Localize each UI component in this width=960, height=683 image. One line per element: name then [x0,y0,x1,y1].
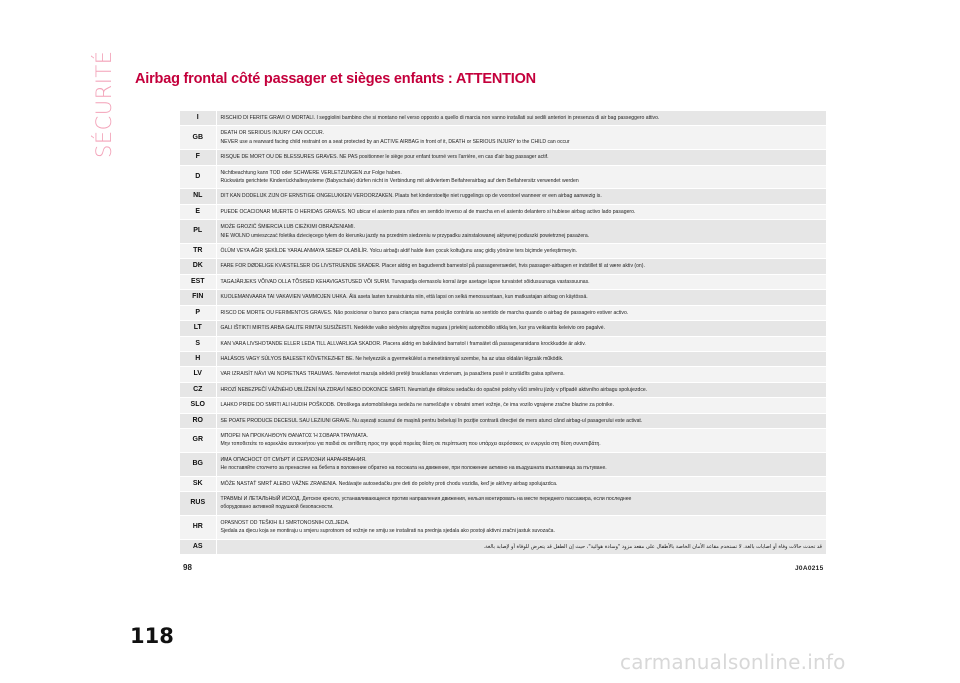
warning-row [180,367,826,382]
warning-row [180,321,826,336]
warning-line: TAGAJÄRJEKS VÕIVAD OLLA TÕSISED KEHAVIGASTUSED VÕI SURM. Turvapadja olemasolu korral ärge asetage lapse turvaistet sõidusuunaga vastassuunas. [220,278,590,285]
language-code: RO [180,413,216,428]
warning-line: VAR IZRAISĪT NĀVI VAI NOPIETNAS TRAUMAS. Nenovietot mazuļa sēdekli pretēji braukšanas virzienam, ja pasažiera pusē ir uzstādīts gaisa spilvens. [220,371,565,378]
warning-row [180,165,826,189]
warning-text [216,204,826,219]
language-code: GB [180,126,216,150]
warning-row [180,413,826,428]
warning-text [216,111,826,126]
language-code: H [180,351,216,366]
warning-row [180,382,826,397]
warning-line: GALI IŠTIKTI MIRTIS ARBA GALITE RIMTAI SUSIŽEISTI. Nedėkite vaiko sėdynės atgręžtos nugara į priekinį automobilio stiklą ten, kur yra veikiantis keleivio oro pagalvė. [220,325,606,332]
watermark: carmanualsonline.info [620,650,846,674]
page-title: Airbag frontal côté passager et sièges enfants : ATTENTION [135,71,536,87]
warning-row [180,126,826,150]
warning-text [216,126,826,150]
warning-row [180,244,826,259]
warning-text [216,367,826,382]
warning-line: KAN VARA LIVSHOTANDE ELLER LEDA TILL ALLVARLIGA SKADOR. Placera aldrig en bakåtvänd barnstol i framsätet då passagerarsidans krockkudde är aktiv. [220,340,586,347]
warning-row [180,220,826,244]
warning-text [216,290,826,305]
warning-row [180,336,826,351]
warning-text [216,150,826,165]
warning-line: HALÁSOS VAGY SÚLYOS BALESET KÖVETKEZHET BE. Ne helyezzük a gyermekülést a menetiránnyal szembe, ha az utas oldalán légzsák működik. [220,355,564,362]
warning-table-body [180,111,826,555]
warning-line: Nichtbeachtung kann TOD oder SCHWERE VERLETZUNGEN zur Folge haben. [220,169,402,176]
language-code: LV [180,367,216,382]
language-code: DK [180,259,216,274]
warning-text [216,351,826,366]
warning-text [216,398,826,413]
language-code: E [180,204,216,219]
warning-row [180,491,826,515]
warning-text [216,515,826,539]
warning-line: HROZÍ NEBEZPEČÍ VÁŽNÉHO UBLÍŽENÍ NA ZDRAVÍ NEBO DOKONCE SMRTI. Neumisťujte dětskou sedačku do opačné polohy vůči směru jízdy v případě aktivního airbagu spolujezdce. [220,386,648,393]
warning-line: DIT KAN DODELIJK ZIJN OF ERNSTIGE ONGELUKKEN VEROORZAKEN. Plaats het kinderstoeltje niet ruggelings op de voorstoel wanneer er een airbag aanwezig is. [220,193,602,200]
language-code: EST [180,274,216,289]
warning-row [180,539,826,554]
warning-line: SE POATE PRODUCE DECESUL SAU LEZIUNI GRAVE. Nu așezați scaunul de mașină pentru bebeluși în poziție contrară direcției de mers atunci când airbag-ul pasagerului este activat. [220,417,643,424]
warning-text [216,476,826,491]
page-number: 118 [130,624,174,648]
warning-line: NEVER use a rearward facing child restraint on a seat protected by an ACTIVE AIRBAG in front of it, DEATH or SERIOUS INJURY to the CHILD can occur [220,138,570,145]
warning-line: FARE FOR DØDELIGE KVÆSTELSER OG LIVSTRUENDE SKADER. Placer aldrig en bagudvendt barnestol på passagerersædet, hvis passager-airbagen er indstillet til at være aktiv (on). [220,263,645,270]
language-code: I [180,111,216,126]
language-code: PL [180,220,216,244]
language-code: HR [180,515,216,539]
warning-line: ΜΠΟΡΕΙ ΝΑ ΠΡΟΚΛΗΘΟΥΝ ΘΑΝΑΤΟΣ Ή ΣΟΒΑΡΑ ΤΡΑΥΜΑΤΑ. [220,432,368,439]
warning-text [216,189,826,204]
warning-text [216,220,826,244]
language-code: TR [180,244,216,259]
warning-text [216,321,826,336]
warning-row [180,204,826,219]
airbag-warning-table [180,111,826,555]
warning-row [180,259,826,274]
warning-row [180,398,826,413]
warning-line: OPASNOST OD TEŠKIH ILI SMRTONOSNIH OZLJEDA. [220,519,350,526]
warning-text [216,259,826,274]
warning-line: Rückwärts gerichtete Kinderrückhaltesysteme (Babyschale) dürfen nicht in Verbindung mit aktiviertem Beifahrerairbag auf dem Beifahrersitz verwendet werden [220,178,579,185]
warning-row [180,476,826,491]
language-code: D [180,165,216,189]
warning-text [216,413,826,428]
section-tab-label: SÉCURITÉ [92,50,116,158]
warning-line: RISCO DE MORTE OU FERIMENTOS GRAVES. Não posicionar o banco para crianças numa posição contrária ao sentido de marcha quando o airbag de passageiro estiver activo. [220,309,629,316]
language-code: SLO [180,398,216,413]
warning-text [216,539,826,554]
warning-row [180,428,826,452]
language-code: RUS [180,491,216,515]
warning-line: MOŻE GROZIĆ ŚMIERCIA LUB CIEŻKIMI OBRAŻENIAMI. [220,224,355,231]
figure-page-number: 98 [183,563,192,572]
warning-line: RISQUE DE MORT OU DE BLESSURES GRAVES. NE PAS positionner le siège pour enfant tourné vers l'arrière, en cas d'air bag passager actif. [220,154,549,161]
warning-line: ИМА ОПАСНОСТ ОТ СМЪРТ И СЕРИОЗНИ НАРАНЯВАНИЯ. [220,456,367,463]
warning-line: ÖLÜM VEYA AĞIR ŞEKİLDE YARALANMAYA SEBEP OLABİLİR. Yolcu airbağı aktif halde iken çocuk koltuğunu araç gidiş yönüne ters biçimde yerleştirmeyin. [220,248,577,255]
language-code: SK [180,476,216,491]
warning-row [180,189,826,204]
warning-row [180,305,826,320]
warning-line: NIE WOLNO umieszczać foletika dziecięcego tyłem do kierunku jazdy na przednim siedzeniu w przypadku zainstalowanej aktywnej poduszki powietrznej pasażera. [220,232,590,239]
warning-text [216,382,826,397]
warning-text [216,428,826,452]
warning-line: RISCHIO DI FERITE GRAVI O MORTALI. I seggiolini bambino che si montano nel verso opposto a quello di marcia non vanno installati sui sedili anteriori in presenza di air bag passeggero attivo. [220,115,660,121]
warning-row [180,452,826,476]
warning-row [180,351,826,366]
language-code: GR [180,428,216,452]
warning-text [216,244,826,259]
language-code: LT [180,321,216,336]
warning-line: Не поставяйте столчето за пренасяне на бебета в положение обратно на посоката на движение, при положение активно на въздушната възглавница за пътуване. [220,465,607,472]
warning-row [180,515,826,539]
warning-text [216,336,826,351]
warning-row [180,150,826,165]
warning-line: KUOLEMANVAARA TAI VAKAVIEN VAMMOJEN UHKA. Älä aseta lasten turvaistuinta niin, että lapsi on selkä menosuuntaan, kun matkustajan airbag on käytössä. [220,294,588,301]
warning-line: DEATH OR SERIOUS INJURY CAN OCCUR. [220,130,325,137]
warning-row [180,111,826,126]
warning-line: Μην τοποθετείτε το καρεκλάκι αυτοκινήτου για παιδιά σε αντίθετη προς την φορά πορείας θέση σε περίπτωση που υπάρχει αερόσακος εν ενεργεία στη θέση συνεπιβάτη. [220,441,601,448]
warning-line: Sjedala za djecu koja se montiraju u smjeru suprotnom od vožnje ne smiju se instalirati na prednja sjedala ako postoji aktivni zračni jastuk suvozača. [220,528,555,535]
warning-row [180,274,826,289]
language-code: P [180,305,216,320]
warning-line: قد تحدث حالات وفاة أو اصابات بالغة. لا تستخدم مقاعد الأمان الخاصة بالأطفال على مقعد مزود "وسادة هوائية"، حيث إن الطفل قد يتعرض للوفاة أو لإصابة بالغة. [483,543,822,550]
warning-text [216,165,826,189]
warning-text [216,452,826,476]
warning-text [216,305,826,320]
language-code: NL [180,189,216,204]
figure-code: J0A0215 [795,565,824,572]
warning-row [180,290,826,305]
language-code: AS [180,539,216,554]
language-code: BG [180,452,216,476]
warning-line: ТРАВМЫ И ЛЕТАЛЬНЫЙ ИСХОД. Детское кресло, устанавливающееся против направления движения, нельзя монтировать на месте переднего пассажира, если последнее [220,495,632,502]
warning-line: MÔŽE NASTAŤ SMRŤ ALEBO VÁŽNE ZRANENIA. Nedávajte autosedačku pre deti do polohy proti chodu vozidla, keď je aktívny airbag spolujazdca. [220,480,558,487]
language-code: S [180,336,216,351]
language-code: FIN [180,290,216,305]
warning-line: LAHKO PRIDE DO SMRTI ALI HUDIH POŠKODB. Otroškega avtomobilskega sedeža ne nameščajte v obratni smeri vožnje, če ima vozilo vgrajene zračne blazine za potnike. [220,402,614,409]
warning-line: оборудовано активной подушкой безопасности. [220,504,334,511]
warning-text [216,491,826,515]
warning-line: PUEDE OCACIONAR MUERTE O HERIDAS GRAVES. NO ubicar el asiento para niños en sentido inverso al de marcha en el asiento delantero si hubiese airbag activo lado pasagero. [220,208,636,215]
warning-text [216,274,826,289]
language-code: CZ [180,382,216,397]
language-code: F [180,150,216,165]
